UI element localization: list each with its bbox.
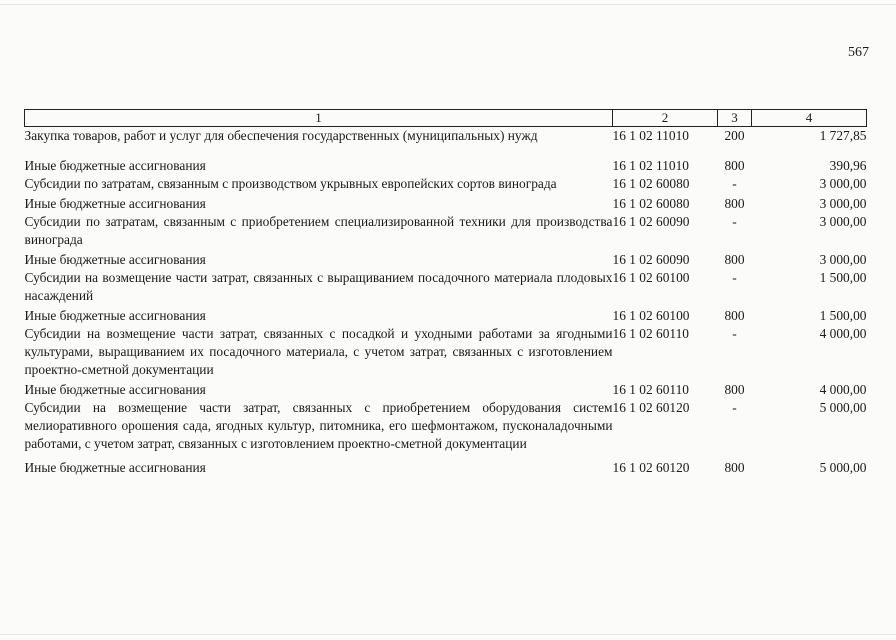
row-type: 800: [724, 460, 745, 475]
row-description: Иные бюджетные ассигнования: [24, 158, 206, 173]
row-amount: 390,96: [829, 158, 867, 173]
row-amount: 5 000,00: [819, 400, 867, 415]
row-amount: 3 000,00: [819, 176, 867, 191]
row-type: 800: [724, 158, 745, 173]
scan-edge-bottom: [0, 634, 896, 635]
table-header-row: [25, 110, 867, 127]
row-description: Субсидии по затратам, связанным с приобретением специализированной техники для производства винограда: [24, 214, 613, 247]
row-description: Субсидии по затратам, связанным с производством укрывных европейских сортов винограда: [24, 176, 557, 191]
row-amount: 3 000,00: [819, 214, 867, 229]
row-type: 800: [724, 382, 745, 397]
row-description: Иные бюджетные ассигнования: [24, 308, 206, 323]
row-type: 800: [724, 196, 745, 211]
row-type: 200: [724, 128, 745, 143]
table-row: [25, 453, 867, 477]
row-amount: 3 000,00: [819, 196, 867, 211]
row-code: 16 1 02 60090: [612, 252, 690, 267]
header-col-4: 4: [752, 110, 867, 127]
row-amount: 4 000,00: [819, 382, 867, 397]
header-col-2: 2: [613, 110, 718, 127]
row-amount: 1 500,00: [819, 308, 867, 323]
table-row: [25, 305, 867, 325]
row-description: Субсидии на возмещение части затрат, связанных с приобретением оборудования систем мелиоративного орошения сада, ягодных культур, питомника, его шефмонтажом, пусконаладочными работами, с учетом затрат, связанных с изготовлением проектно-сметной документации: [24, 400, 613, 451]
table-row: [25, 145, 867, 175]
table-row: [25, 175, 867, 193]
row-code: 16 1 02 60080: [612, 176, 690, 191]
row-code: 16 1 02 60090: [612, 214, 690, 229]
row-code: 16 1 02 60110: [612, 326, 689, 341]
row-description: Иные бюджетные ассигнования: [24, 252, 206, 267]
budget-table: [24, 109, 867, 477]
row-amount: 3 000,00: [819, 252, 867, 267]
row-description: Иные бюджетные ассигнования: [24, 382, 206, 397]
table-row: [25, 193, 867, 213]
row-code: 16 1 02 60080: [612, 196, 690, 211]
row-amount: 1 500,00: [819, 270, 867, 285]
row-type: -: [732, 400, 737, 415]
row-type: 800: [724, 252, 745, 267]
row-code: 16 1 02 11010: [612, 128, 689, 143]
table-row: [25, 379, 867, 399]
row-description: Иные бюджетные ассигнования: [24, 196, 206, 211]
row-amount: 1 727,85: [819, 128, 867, 143]
row-code: 16 1 02 60100: [612, 308, 690, 323]
row-code: 16 1 02 11010: [612, 158, 689, 173]
table-row: [25, 325, 867, 379]
row-description: Закупка товаров, работ и услуг для обеспечения государственных (муниципальных) нужд: [24, 128, 538, 143]
table-row: [25, 213, 867, 249]
row-type: 800: [724, 308, 745, 323]
header-col-3: 3: [718, 110, 752, 127]
row-description: Субсидии на возмещение части затрат, связанных с выращиванием посадочного материала плодовых насаждений: [24, 270, 613, 303]
scan-edge-top: [0, 4, 896, 5]
row-code: 16 1 02 60120: [612, 400, 690, 415]
header-col-1: 1: [25, 110, 613, 127]
row-description: Субсидии на возмещение части затрат, связанных с посадкой и уходными работами за ягодными культурами, выращиванием их посадочного материала, с учетом затрат, связанных с изготовлением проектно-сметной документации: [24, 326, 613, 377]
page-number: 567: [848, 45, 869, 60]
row-code: 16 1 02 60120: [612, 460, 690, 475]
row-type: -: [732, 176, 737, 191]
row-type: -: [732, 270, 737, 285]
row-amount: 4 000,00: [819, 326, 867, 341]
row-type: -: [732, 326, 737, 341]
row-type: -: [732, 214, 737, 229]
table-row: [25, 399, 867, 453]
table-row: [25, 127, 867, 146]
row-amount: 5 000,00: [819, 460, 867, 475]
table-row: [25, 249, 867, 269]
row-description: Иные бюджетные ассигнования: [24, 460, 206, 475]
table-row: [25, 269, 867, 305]
row-code: 16 1 02 60110: [612, 382, 689, 397]
row-code: 16 1 02 60100: [612, 270, 690, 285]
